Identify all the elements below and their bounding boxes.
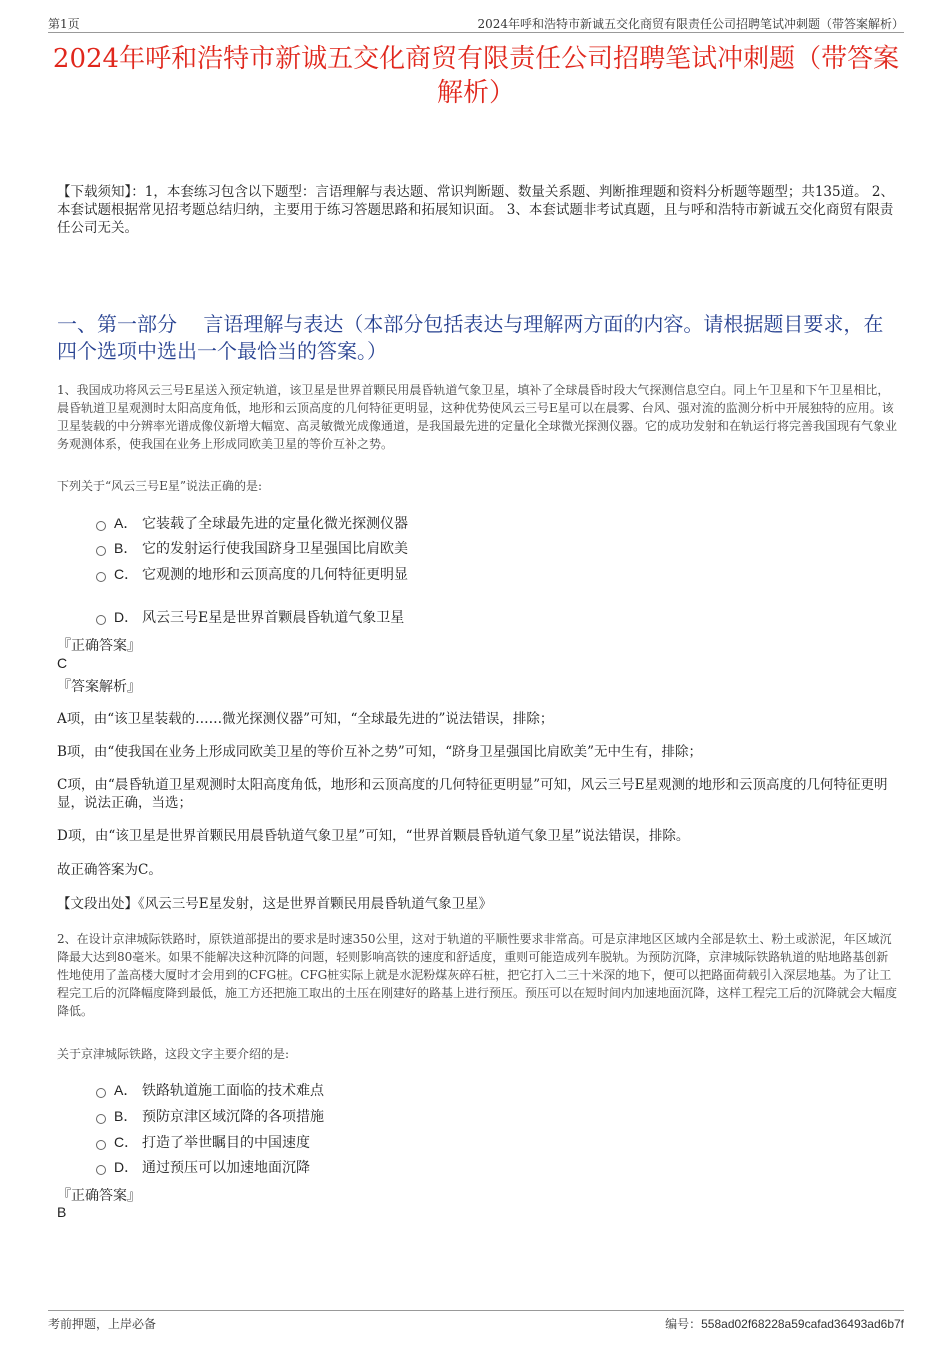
question-2-option-b[interactable]: B． 预防京津区域沉降的各项措施 [96,1106,324,1126]
analysis-conclusion: 故正确答案为C。 [57,862,162,878]
question-1-answer-label: 『正确答案』 [57,638,141,654]
radio-icon[interactable] [96,1165,106,1175]
radio-icon[interactable] [96,615,106,625]
question-2-prompt: 关于京津城际铁路，这段文字主要介绍的是: [57,1047,290,1061]
page-footer [48,1310,904,1333]
radio-icon[interactable] [96,1114,106,1124]
analysis-line-b: B项，由“使我国在业务上形成同欧美卫星的等价互补之势”可知，“跻身卫星强国比肩欧美”无中生有，排除； [57,744,703,760]
question-1-text: 1、我国成功将风云三号E星送入预定轨道，该卫星是世界首颗民用晨昏轨道气象卫星，填补了全球晨昏时段大气探测信息空白。同上午卫星和下午卫星相比，晨昏轨道卫星观测时太阳高度角低，地形和云顶高度的几何特征更明显，这种优势使风云三号E星可以在晨雾、台风、强对流的监测分析中开展独特的应用。该卫星装载的中分辨率光谱成像仪新增大幅宽、高灵敏微光成像通道，是我国最先进的定量化全球微光探测仪器。它的成功发射和在轨运行将完善我国现有气象业务观测体系，使我国在业务上形成同欧美卫星的等价互补之势。 [57,383,898,451]
section-heading: 一、第一部分 言语理解与表达（本部分包括表达与理解两方面的内容。请根据题目要求，在四个选项中选出一个最恰当的答案。） [57,312,884,363]
analysis-line-d: D项，由“该卫星是世界首颗民用晨昏轨道气象卫星”可知，“世界首颗晨昏轨道气象卫星”说法错误，排除。 [57,828,690,844]
question-2-option-a[interactable]: A． 铁路轨道施工面临的技术难点 [96,1080,324,1100]
download-notice: 【下载须知】：1，本套练习包含以下题型：言语理解与表达题、常识判断题、数量关系题、判断推理题和资料分析题等题型；共135道。 2、本套试题根据常见招考题总结归纳，主要用于练习答题思路和拓展知识面。 3、本套试题非考试真题，且与呼和浩特市新诚五交化商贸有限责任公司无关。 [57,184,894,236]
page-number: 第1页 [48,17,80,31]
radio-icon[interactable] [96,572,106,582]
question-1-option-b[interactable]: B． 它的发射运行使我国跻身卫星强国比肩欧美 [96,538,408,558]
question-1-option-d[interactable]: D． 风云三号E星是世界首颗晨昏轨道气象卫星 [96,607,404,627]
page-header [48,14,904,33]
analysis-line-a: A项，由“该卫星装载的……微光探测仪器”可知，“全球最先进的”说法错误，排除； [57,711,554,727]
analysis-line-c: C项，由“晨昏轨道卫星观测时太阳高度角低，地形和云顶高度的几何特征更明显”可知，风云三号E星观测的地形和云顶高度的几何特征更明显，说法正确，当选； [57,777,888,811]
question-1-source: 【文段出处】《风云三号E星发射，这是世界首颗民用晨昏轨道气象卫星》 [57,896,493,912]
radio-icon[interactable] [96,1088,106,1098]
question-2-answer-label: 『正确答案』 [57,1188,141,1204]
header-doc-title: 2024年呼和浩特市新诚五交化商贸有限责任公司招聘笔试冲刺题（带答案解析） [477,17,904,31]
document-id: 编号：558ad02f68228a59cafad36493ad6b7f [665,1317,904,1331]
question-2-option-c[interactable]: C． 打造了举世瞩目的中国速度 [96,1132,310,1152]
page-title: 2024年呼和浩特市新诚五交化商贸有限责任公司招聘笔试冲刺题（带答案解析） [52,44,900,108]
footer-slogan: 考前押题，上岸必备 [48,1317,157,1331]
question-1-prompt: 下列关于“风云三号E星”说法正确的是: [57,479,263,493]
radio-icon[interactable] [96,546,106,556]
question-2-text: 2、在设计京津城际铁路时，原铁道部提出的要求是时速350公里，这对于轨道的平顺性要求非常高。可是京津地区区域内全部是软土、粉土或淤泥，年区域沉降最大达到80毫米。如果不能解决这种沉降的问题，轻则影响高铁的速度和舒适度，重则可能造成列车脱轨。为预防沉降，京津城际铁路轨道的贴地路基创新性地使用了盖高楼大厦时才会用到的CFG桩。CFG桩实际上就是水泥粉煤灰碎石桩，把它打入二三十米深的地下，便可以把路面荷载引入深层地基。为了让工程完工后的沉降幅度降到最低，施工方还把施工取出的土压在刚建好的路基上进行预压。预压可以在短时间内加速地面沉降，这样工程完工后的沉降就会大幅度降低。 [57,932,898,1018]
question-2-option-d[interactable]: D． 通过预压可以加速地面沉降 [96,1157,310,1177]
question-1-analysis-label: 『答案解析』 [57,679,141,695]
radio-icon[interactable] [96,521,106,531]
radio-icon[interactable] [96,1140,106,1150]
question-1-option-c[interactable]: C． 它观测的地形和云顶高度的几何特征更明显 [96,564,408,584]
question-1-option-a[interactable]: A． 它装载了全球最先进的定量化微光探测仪器 [96,513,408,533]
question-1-answer: C [57,655,68,671]
question-2-answer: B [57,1204,67,1220]
